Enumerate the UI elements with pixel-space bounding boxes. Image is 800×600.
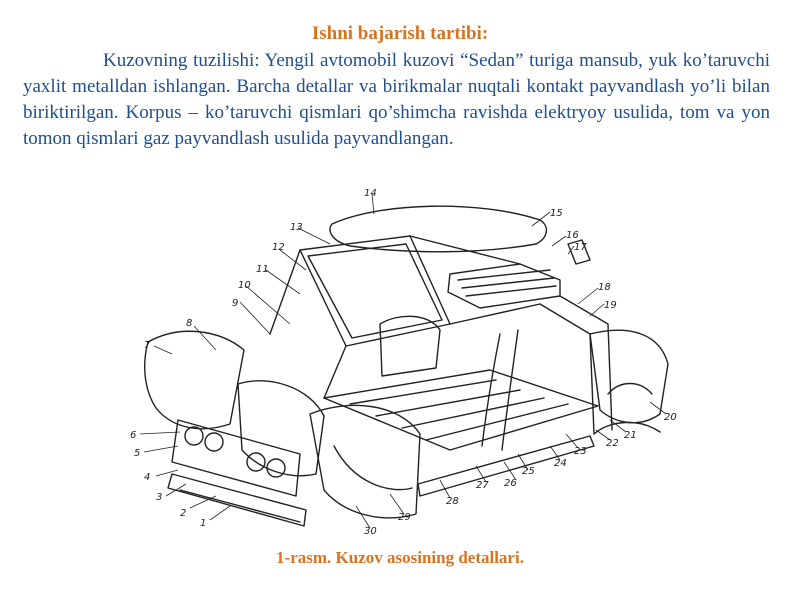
callout-label: 2: [180, 508, 187, 519]
front-fender-right: [310, 405, 420, 517]
front-panel: [172, 420, 300, 496]
callout-label: 28: [446, 496, 459, 507]
callout-label: 3: [156, 492, 163, 503]
callout-label: 18: [598, 282, 611, 293]
callout-label: 5: [134, 448, 141, 459]
car-body-illustration: [120, 184, 700, 546]
callout-label: 10: [238, 280, 251, 291]
callout-label: 7: [144, 340, 151, 351]
callout-label: 20: [664, 412, 677, 423]
callout-label: 29: [398, 512, 411, 523]
front-wing-left: [145, 331, 244, 428]
callout-label: 4: [144, 472, 151, 483]
floor-pan: [324, 370, 598, 450]
figure-caption: 1-rasm. Kuzov asosining detallari.: [276, 548, 524, 567]
callout-label: 16: [566, 230, 579, 241]
callout-label: 30: [364, 526, 377, 537]
callout-label: 13: [290, 222, 303, 233]
callout-label: 27: [476, 480, 489, 491]
callout-label: 19: [604, 300, 617, 311]
callout-label: 22: [606, 438, 619, 449]
roof-panel: [330, 206, 546, 252]
car-body-diagram: [120, 184, 700, 546]
callout-label: 21: [624, 430, 637, 441]
rear-wing: [590, 330, 668, 422]
section-heading: Ishni bajarish tartibi:: [311, 23, 489, 44]
callout-label: 15: [550, 208, 563, 219]
callout-label: 9: [232, 298, 239, 309]
body-paragraph: Kuzovning tuzilishi: Yengil avtomobil kuzovi “Sedan” turiga mansub, yuk ko’taruvchi yaxlit metalldan ishlangan. Barcha detallar va birikmalar nuqtali kontakt payvandlash yo’li bilan biriktirilgan. Korpus – ko’taruvchi qismlari qo’shimcha ravishda elektryoy usulida, tom va yon tomon qismlari gaz payvandlash usulida payvandlangan.: [23, 50, 770, 149]
callout-label: 8: [186, 318, 193, 329]
callout-label: 11: [256, 264, 269, 275]
callout-label: 17: [574, 242, 587, 253]
callout-label: 25: [522, 466, 535, 477]
callout-label: 12: [272, 242, 285, 253]
car-body-linework: [145, 206, 668, 526]
callout-label: 6: [130, 430, 137, 441]
callout-label: 26: [504, 478, 517, 489]
callout-label: 23: [574, 446, 587, 457]
callout-label: 24: [554, 458, 567, 469]
callout-label: 1: [200, 518, 207, 529]
callout-label: 14: [364, 188, 377, 199]
